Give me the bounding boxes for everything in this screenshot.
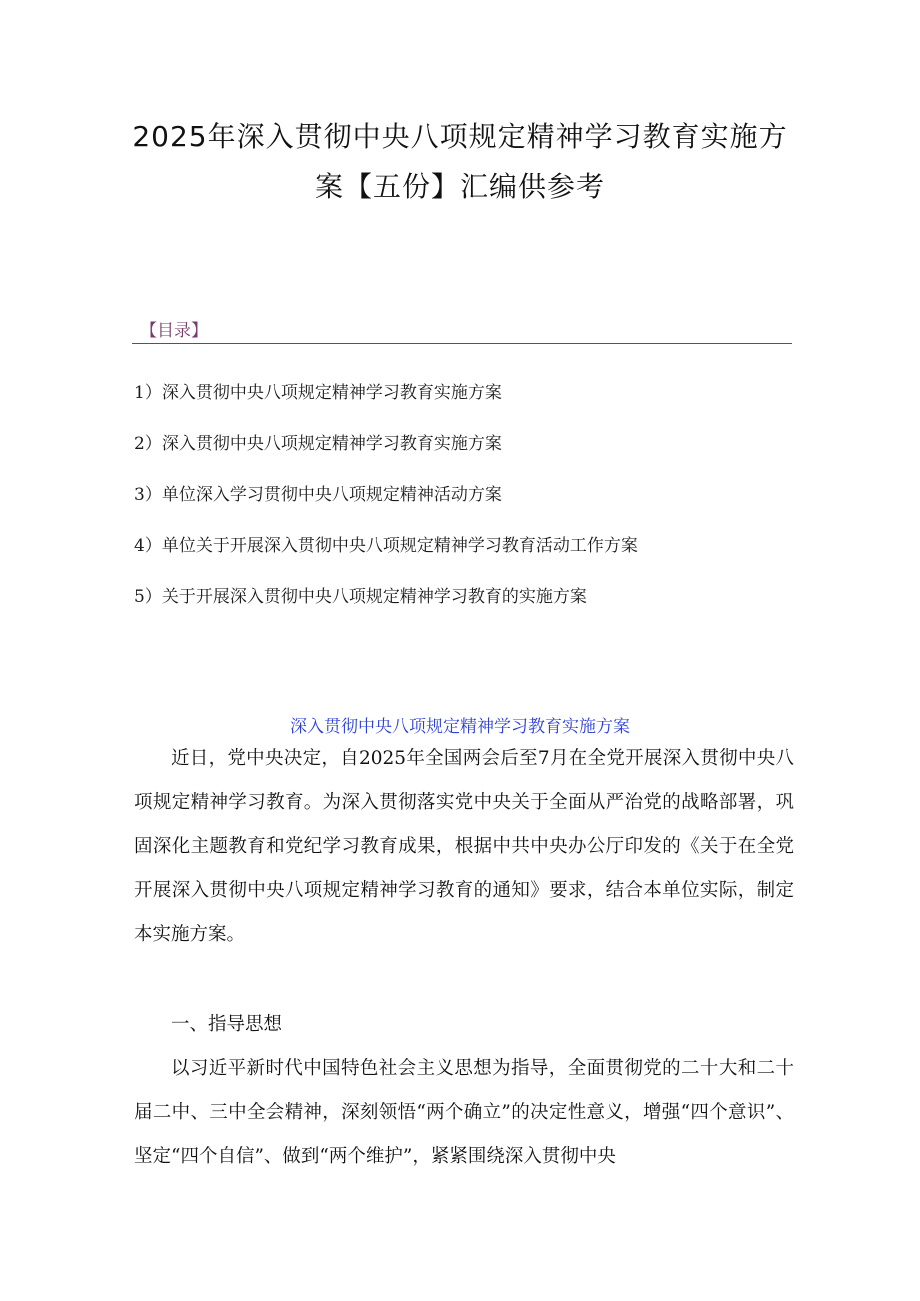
toc-item[interactable]: 2）深入贯彻中央八项规定精神学习教育实施方案 [134,434,502,454]
toc-divider [132,343,792,344]
section-title: 深入贯彻中央八项规定精神学习教育实施方案 [290,717,630,737]
section-heading: 一、指导思想 [171,1014,283,1035]
document-title: 2025年深入贯彻中央八项规定精神学习教育实施方案【五份】汇编供参考 [132,120,788,203]
body-paragraph: 以习近平新时代中国特色社会主义思想为指导，全面贯彻党的二十大和二十届二中、三中全会精神，深刻领悟“两个确立”的决定性意义，增强“四个意识”、坚定“四个自信”、做到“两个维护”，紧紧围绕深入贯彻中央 [134,1058,794,1167]
body-paragraph: 近日，党中央决定，自2025年全国两会后至7月在全党开展深入贯彻中央八项规定精神学习教育。为深入贯彻落实党中央关于全面从严治党的战略部署，巩固深化主题教育和党纪学习教育成果，根据中共中央办公厅印发的《关于在全党开展深入贯彻中央八项规定精神学习教育的通知》要求，结合本单位实际，制定本实施方案。 [134,748,794,945]
toc-item[interactable]: 5）关于开展深入贯彻中央八项规定精神学习教育的实施方案 [134,587,587,607]
toc-item[interactable]: 1）深入贯彻中央八项规定精神学习教育实施方案 [134,383,502,403]
toc-item[interactable]: 4）单位关于开展深入贯彻中央八项规定精神学习教育活动工作方案 [134,536,638,556]
toc-item[interactable]: 3）单位深入学习贯彻中央八项规定精神活动方案 [134,485,502,505]
toc-heading: 【目录】 [140,321,208,341]
toc-list [134,368,794,623]
